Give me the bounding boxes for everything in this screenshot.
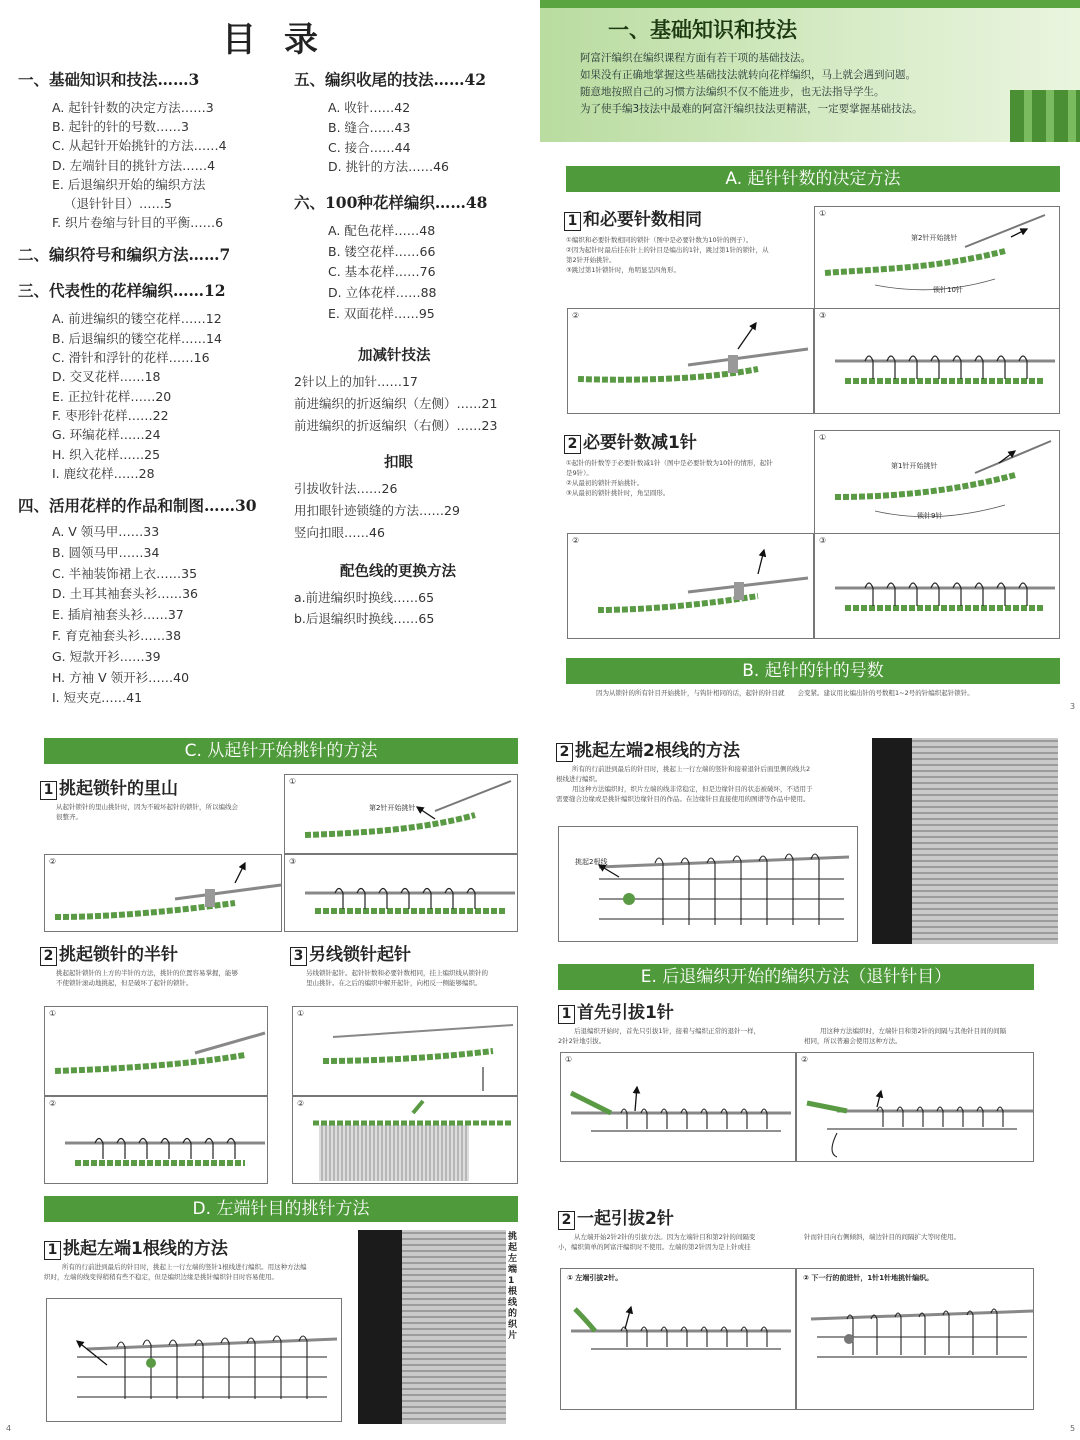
toc-item[interactable]: C. 滑针和浮针的花样……16 <box>52 350 210 366</box>
toc-item[interactable]: F. 育克袖套头衫……38 <box>52 628 182 644</box>
section-number: 1 <box>40 781 57 800</box>
body-text: 小，编织简单的阿富汗编织时不使用。左端的第2针因为是上针或挂 <box>558 1243 751 1251</box>
illustration: ① 第2针开始挑针 <box>284 774 518 854</box>
toc-column-2 <box>294 68 534 629</box>
toc-item[interactable]: F. 枣形针花样……22 <box>52 407 169 423</box>
crochet-chain-illustration <box>815 207 1061 311</box>
toc-item[interactable]: D. 交叉花样……18 <box>52 369 161 385</box>
illustration <box>796 1268 1034 1410</box>
section-bar-e: E. 后退编织开始的编织方法（退针针目） <box>558 964 1034 990</box>
toc-heading[interactable]: 三、代表性的花样编织……12 <box>18 281 226 301</box>
toc-heading[interactable]: 四、活用花样的作品和制图……30 <box>18 496 257 516</box>
body-text: 需要缝合边缘或是挑针编织边缘针目的作品。在边缘针目直接使用的图谱等作品中使用。 <box>556 795 810 803</box>
section-number: 1 <box>44 1241 61 1260</box>
illustration: ② <box>567 533 814 639</box>
page-number: 5 <box>1070 1424 1076 1433</box>
section-title-text: 挑起左端1根线的方法 <box>63 1239 228 1259</box>
toc-subheading: 配色线的更换方法 <box>340 564 456 581</box>
section-number: 2 <box>556 743 573 762</box>
toc-item[interactable]: （退针针目）……5 <box>64 196 172 212</box>
section-title-text: 挑起锁针的里山 <box>59 779 178 799</box>
figure-label: 第2针开始挑针 <box>369 804 416 812</box>
toc-item[interactable]: D. 挑针的方法……46 <box>328 159 449 175</box>
section-title-text: 另线锁针起针 <box>309 945 411 965</box>
toc-item[interactable]: D. 立体花样……88 <box>328 284 437 300</box>
illustration: ② <box>796 1052 1034 1162</box>
body-text: ①编织和必要针数相同的锁针（图中是必要针数为10针的例子）。 <box>566 236 753 244</box>
body-text: ②从最初的锁针开始挑针。 <box>566 479 644 487</box>
section-title-text: 必要针数减1针 <box>583 433 697 453</box>
section-title <box>564 205 702 231</box>
body-text: 用这种方法编织时，左端针目和第2针的间隔与其他针目间的间隔 <box>820 1027 1007 1035</box>
toc-item[interactable]: C. 从起针开始挑针的方法……4 <box>52 138 227 154</box>
section-title <box>290 940 411 966</box>
toc-item[interactable]: H. 方袖 V 领开衫……40 <box>52 669 190 685</box>
body-text: 很整齐。 <box>56 813 82 821</box>
illustration: ② <box>567 308 814 414</box>
figure-label: 第1针开始挑针 <box>891 462 938 470</box>
body-text: 另线锁针起针。起针针数和必要针数相同，挂上编织线从锁针的 <box>306 969 488 977</box>
swatch-photo <box>358 1230 506 1424</box>
crochet-chain-illustration <box>293 1007 519 1097</box>
toc-column-1 <box>18 68 288 709</box>
illustration: ① <box>292 1006 518 1096</box>
illustration: ③ <box>284 854 518 932</box>
section-title <box>44 1234 228 1260</box>
toc-item[interactable]: I. 短夹克……41 <box>52 690 143 706</box>
stitch-row-illustration <box>815 534 1061 640</box>
page3-banner <box>540 0 1080 142</box>
figure-label: 挑起2根线 <box>575 858 608 866</box>
section-bar-b: B. 起针的针的号数 <box>566 658 1060 684</box>
section-title-text: 和必要针数相同 <box>583 210 702 230</box>
section-number: 2 <box>558 1211 575 1230</box>
toc-item[interactable]: G. 短款开衫……39 <box>52 648 161 664</box>
toc-item[interactable]: b.后退编织时换线……65 <box>294 611 435 627</box>
section-title <box>40 940 178 966</box>
toc-item[interactable]: D. 左端针目的挑针方法……4 <box>52 157 216 173</box>
figure-label: 锁针10针 <box>933 286 963 294</box>
body-text: ③跳过第1针锁针时，角明显呈四角形。 <box>566 266 680 274</box>
body-text: 不使锁针滚动地挑起，但是破坏了起针的锁针。 <box>56 979 193 987</box>
toc-subheading: 扣眼 <box>384 455 413 472</box>
toc-item[interactable]: I. 鹿纹花样……28 <box>52 465 155 481</box>
crochet-hook-illustration <box>45 855 283 933</box>
toc-title: 目录 <box>222 20 346 60</box>
illustration: ① 第2针开始挑针 锁针10针 <box>814 206 1060 310</box>
toc-item[interactable]: D. 土耳其袖套头衫……36 <box>52 586 198 602</box>
stitch-rows-illustration <box>559 827 859 943</box>
section-number: 2 <box>40 947 57 966</box>
illustration: ③ <box>814 533 1060 639</box>
banner-line: 阿富汗编织在编织课程方面有若干项的基础技法。 <box>580 52 811 64</box>
section-title-text: 一起引拔2针 <box>577 1209 674 1229</box>
banner-line: 为了使手编3技法中最难的阿富汗编织技法更精湛，一定要掌握基础技法。 <box>580 103 923 115</box>
body-text: 从左端开始2针2针的引拔方法。因为左端针目和第2针的间隔变 <box>574 1233 756 1241</box>
toc-item[interactable]: 前进编织的折返编织（右侧）……23 <box>294 418 498 434</box>
toc-heading[interactable]: 五、编织收尾的技法……42 <box>294 70 487 89</box>
section-bar-c: C. 从起针开始挑针的方法 <box>44 738 518 764</box>
toc-item[interactable]: E. 双面花样……95 <box>328 305 435 321</box>
section-title <box>40 774 178 800</box>
stitch-rows-illustration <box>561 1053 797 1163</box>
toc-item[interactable]: 引拔收针法……26 <box>294 481 398 497</box>
section-bar-d: D. 左端针目的挑针方法 <box>44 1196 518 1222</box>
body-text: 第2针开始挑针。 <box>566 256 616 264</box>
crochet-hook-illustration <box>568 309 815 415</box>
page-number: 4 <box>6 1424 12 1433</box>
illustration: ② <box>292 1096 518 1184</box>
toc-subheading: 加减针技法 <box>358 348 431 365</box>
toc-item[interactable]: 用扣眼针迹锁缝的方法……29 <box>294 503 460 519</box>
toc-item[interactable]: A. 收针……42 <box>328 100 411 115</box>
toc-item[interactable]: E. 正拉针花样……20 <box>52 388 172 404</box>
stitch-row-illustration <box>815 309 1061 415</box>
body-text: 所有的行前进到最后的针目时，挑起上一行左端的竖针1根线进行编织。用这种方法编 <box>62 1263 307 1271</box>
body-text: 2针2针地引拔。 <box>558 1037 606 1045</box>
toc-item[interactable]: E. 插肩袖套头衫……37 <box>52 607 184 623</box>
toc-item[interactable]: B. 后退编织的镂空花样……14 <box>52 330 222 346</box>
toc-item[interactable]: E. 后退编织开始的编织方法 <box>52 176 206 192</box>
body-text: ①起针的针数等于必要针数减1针（图中是必要针数为10针的情形，起针 <box>566 459 773 467</box>
knitted-swatch <box>912 738 1058 944</box>
stitch-row-illustration <box>285 855 519 933</box>
body-text: 后退编织开始时，首先只引拔1针，接着与编织正常的退针一样， <box>574 1027 761 1035</box>
stitch-rows-illustration <box>797 1269 1035 1411</box>
toc-item[interactable]: 竖向扣眼……46 <box>294 525 385 541</box>
section-number: 1 <box>558 1005 575 1024</box>
swatch-photo <box>872 738 1058 944</box>
toc-heading[interactable]: 六、100种花样编织……48 <box>294 193 488 213</box>
toc-item[interactable]: A. 前进编织的镂空花样……12 <box>52 311 222 327</box>
figure-label: ② 下一行的前进针，1针1针地挑针编织。 <box>803 1274 934 1282</box>
section-number: 1 <box>564 212 581 231</box>
section-title-text: 首先引拔1针 <box>577 1003 674 1023</box>
toc-item[interactable]: B. 镂空花样……66 <box>328 243 436 259</box>
toc-item[interactable]: C. 基本花样……76 <box>328 264 436 280</box>
stitch-rows-illustration <box>797 1053 1035 1163</box>
section-number: 2 <box>564 435 581 454</box>
side-caption: 挑起左端1根线的织片 <box>508 1232 518 1341</box>
body-text: 织时，左端的线变得稍稍有些不稳定，但是编织边缘是挑针编织针目时容易使用。 <box>44 1273 278 1281</box>
illustration <box>46 1298 342 1422</box>
section-title-text: 挑起左端2根线的方法 <box>575 741 740 761</box>
toc-item[interactable]: C. 接合……44 <box>328 139 411 155</box>
body-text: ②因为起针时最后挂在针上的针目是编出的1针，跳过第1针的锁针，从 <box>566 246 769 254</box>
toc-item[interactable]: G. 环编花样……24 <box>52 427 161 443</box>
section-title <box>558 998 674 1024</box>
toc-item[interactable]: A. V 领马甲……33 <box>52 524 160 540</box>
section-title-text: 挑起锁针的半针 <box>59 945 178 965</box>
toc-item[interactable]: B. 缝合……43 <box>328 119 411 135</box>
page-number: 3 <box>1070 702 1076 711</box>
body-text: 从起针锁针的里山挑针时，因为不破坏起针的锁针，所以编线会 <box>56 803 238 811</box>
body-text: 里山挑针。在之后的编织中解开起针，向相反一侧能够编织。 <box>306 979 482 987</box>
crochet-chain-illustration <box>45 1007 269 1097</box>
toc-item[interactable]: H. 织入花样……25 <box>52 446 161 462</box>
crochet-hook-illustration <box>568 534 815 640</box>
body-text: 根线进行编织。 <box>556 775 602 783</box>
stitch-row-illustration <box>293 1097 519 1185</box>
body-text: 挑起起针锁针的上方的半针的方法，挑针的位置容易掌握，能够 <box>56 969 238 977</box>
section-title <box>556 736 740 762</box>
section-bar-a: A. 起针针数的决定方法 <box>566 166 1060 192</box>
body-text: ③从最初的锁针挑针时，角呈圆形。 <box>566 489 670 497</box>
toc-item[interactable]: A. 起针针数的决定方法……3 <box>52 100 214 115</box>
body-text: 针而针目向右侧倾斜，端边针目的间隔扩大等时使用。 <box>804 1233 960 1241</box>
toc-item[interactable]: A. 配色花样……48 <box>328 223 436 239</box>
toc-item[interactable]: 2针以上的加针……17 <box>294 374 418 390</box>
illustration: ① <box>44 1006 268 1096</box>
body-text: 相同，所以普遍会使用这种方法。 <box>804 1037 902 1045</box>
toc-item[interactable]: 前进编织的折返编织（左侧）……21 <box>294 396 498 412</box>
toc-heading[interactable]: 二、编织符号和编织方法……7 <box>18 245 231 265</box>
toc-item[interactable]: C. 半袖装饰裙上衣……35 <box>52 565 198 581</box>
illustration <box>558 826 858 942</box>
body-text: 所有的行前进到最后的针目时，挑起上一行左端的竖针和接着退针后面里侧的线共2 <box>572 765 811 773</box>
illustration: ② <box>44 854 282 932</box>
body-text: 因为从锁针的所有针目开始挑针，与钩针相同的话，起针的针目就 会变紧。建议用比编出针的号数粗1~2号的针编织起针锁针。 <box>596 689 974 697</box>
banner-line: 如果没有正确地掌握这些基础技法就转向花样编织，马上就会遇到问题。 <box>580 69 916 81</box>
illustration: ① <box>560 1052 796 1162</box>
illustration: ① 第1针开始挑针 锁针9针 <box>814 430 1060 534</box>
toc-item[interactable]: B. 起针的针的号数……3 <box>52 119 189 135</box>
illustration <box>560 1268 796 1410</box>
section-title <box>558 1204 674 1230</box>
toc-item[interactable]: F. 织片卷缩与针目的平衡……6 <box>52 215 224 231</box>
section-number: 3 <box>290 947 307 966</box>
figure-label: ① 左端引拔2针。 <box>567 1274 623 1282</box>
crochet-chain-illustration <box>285 775 519 855</box>
body-text: 用这种方法编织时，织片左端的线非常稳定，但是边缘针目的状态被破坏，不适用于 <box>572 785 813 793</box>
stitch-rows-illustration <box>561 1269 797 1411</box>
banner-line: 随意地按照自己的习惯方法编织不仅不能进步，也无法指导学生。 <box>580 86 885 98</box>
toc-item[interactable]: a.前进编织时换线……65 <box>294 590 435 606</box>
illustration: ② <box>44 1096 268 1184</box>
illustration: ③ <box>814 308 1060 414</box>
figure-label: 锁针9针 <box>917 512 943 520</box>
page3-banner-title: 一、基础知识和技法 <box>608 17 797 42</box>
section-title <box>564 428 697 454</box>
knitted-swatch <box>402 1230 506 1424</box>
stitch-rows-illustration <box>47 1299 343 1423</box>
body-text: 是9针）。 <box>566 469 593 477</box>
toc-item[interactable]: B. 圆领马甲……34 <box>52 544 160 560</box>
toc-heading[interactable]: 一、基础知识和技法……3 <box>18 70 200 89</box>
stitch-row-illustration <box>45 1097 269 1185</box>
figure-label: 第2针开始挑针 <box>911 234 958 242</box>
